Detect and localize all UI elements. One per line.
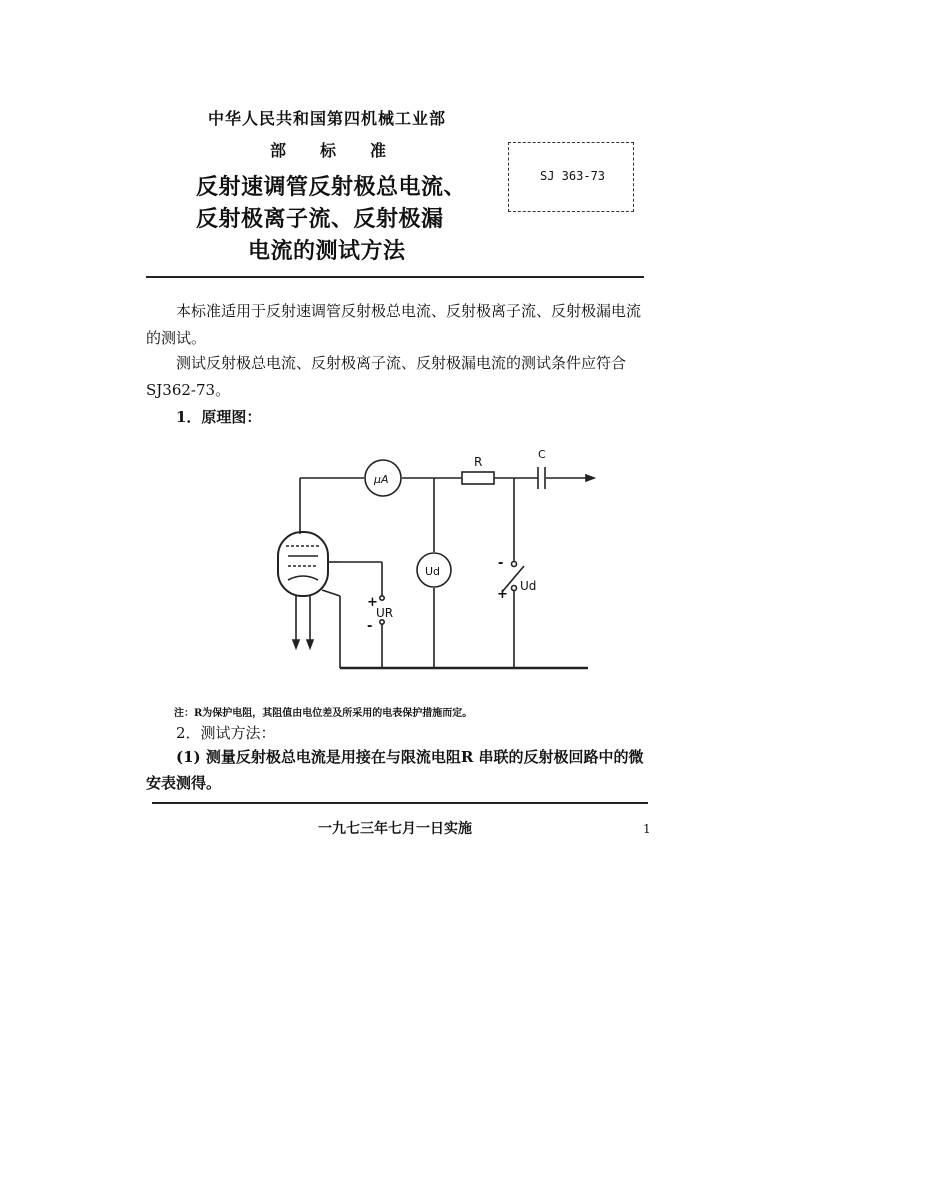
output-arrow-icon [586,475,594,481]
tube-envelope-icon [278,532,328,596]
paragraph-conditions: 测试反射极总电流、反射极离子流、反射极漏电流的测试条件应符合SJ362-73。 [146,354,627,399]
title-line-2: 反射极离子流、反射极漏 [196,207,444,232]
ud-minus: - [498,556,504,571]
ur-label: UR [376,606,394,620]
paragraph-scope: 本标准适用于反射速调管反射极总电流、反射极离子流、反射极漏电流的测试。 [146,302,642,347]
section-1-heading: 1．原理图： [176,408,262,426]
ud-label: Ud [520,579,537,593]
heater-arrow-icon-1 [293,640,299,648]
title-line-1: 反射速调管反射极总电流、 [196,175,467,200]
resistor-icon [462,472,494,484]
section-2-heading: 2．测试方法： [176,724,276,742]
ur-minus: - [367,619,373,634]
switch-contact-top [512,562,517,567]
ur-terminal-top [380,596,384,600]
standard-number: SJ 363-73 [540,169,606,183]
capacitor-label: C [538,448,546,461]
ur-plus: + [367,595,378,610]
effective-date: 一九七三年七月一日实施 [318,821,472,837]
paragraph-method-1: (1) 测量反射极总电流是用接在与限流电阻R 串联的反射极回路中的微安表测得。 [146,748,644,792]
diagram-note: 注：R为保护电阻，其阻值由电位差及所采用的电表保护措施而定。 [174,708,473,719]
heater-arrow-icon-2 [307,640,313,648]
meter-label: μA [374,473,389,486]
switch-contact-bottom [512,586,517,591]
page-number: 1 [643,822,651,836]
ud-plus: + [497,587,508,602]
resistor-label: R [474,455,483,469]
ministry-name: 中华人民共和国第四机械工业部 [208,109,447,128]
title-line-3: 电流的测试方法 [248,239,406,264]
standard-label: 部标准 [270,141,421,160]
wire-tube-cathode [322,590,340,596]
tube-cathode [288,576,318,580]
voltmeter-label: Ud [425,565,441,578]
ur-terminal-bottom [380,620,384,624]
footer-rule [152,802,648,804]
